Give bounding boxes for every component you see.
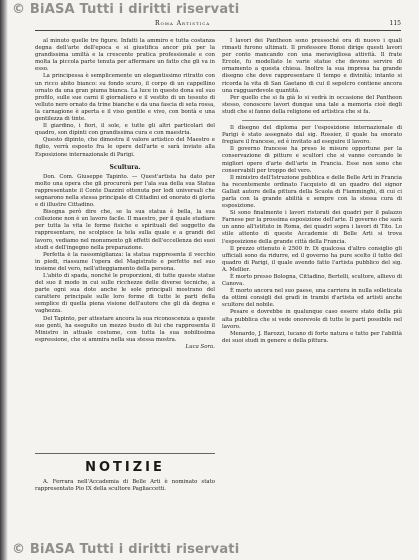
paragraph: La principessa è semplicemente un elegantissimo ritratto con un ricco abito bianco: su fondo scuro, il corpo di un cappellino ornato da una gran piuma bianca. La luce in questo dona sul suo profilo, sulle sue carni il giornaliero e il vestito di un tessuto di velluto nero ornato da trine bianche e da una fascia di seta rossa, la carnagione è aperta e il viso gentile e vivo, con bontà e una gentilezza di tinte. — [35, 73, 215, 123]
running-title: Roma Artistica — [155, 20, 211, 27]
paragraph: I lavori dei Pantheon sono pressoché ora di nuovo i quali rimasti furono ultimati. Il professore Bonsi dirige questi lavori per conto mancando con una meravigliosa attività. Il frate Ercole, fu modellato le varie statue che devono servire di ornamento a questa chiesa. Inoltre la sua impresa ha grande disegno che deve rappresentare il tempo e divinità; intanto si ricorda la vita di San Gaetano di cui il sepolcro contiene ancora una ragguardevole quantità. — [222, 38, 402, 94]
paragraph: Si sono finalmente i lavori ristorati dei quadri per il palazzo Farnese per la prossima esposizione dell'arte. Il governo che sarà un anno all'istituto in Roma, dei quadri sopra i lavori di Tito. Lo stile attento di queste Accademie di Belle Arti si trova l'esposizione della grande città della Francia. — [222, 210, 402, 245]
paragraph: Perfetta è la rassomiglianza: la statua rappresenta il vecchio in piedi, riassume l'opera del Magistrato e perfetto nel suo insieme del vero, nell'atteggiamento della persona. — [35, 251, 215, 272]
paragraph: Per quello che si fa già lo si vedrà in occasione del Pantheon stesso, conoscere lavori dunque una tale a memoria cioè degli studi che si fanno della religione ed artistica che si fa. — [222, 94, 402, 115]
paragraph: al minuto quelle tre figure. Infatti la ammiro e tutta costanza degna dell'arte dell'epoca e si giustifica ancor più per la grandissima umiltà e la crescente pratica professionale e con molta la piccola parte tenuta per affermare un fatto che gli va in esso. — [35, 38, 215, 73]
section-title: Scultura. — [109, 163, 141, 171]
paragraph: Del Tapinto, per attestare ancora la sua riconoscenza a queste sue genti, ha eseguito un mezzo busto di lui che rappresenta il Ministro in attuale costume, con tutta la sua nobilissima espressione, che si ammira nella sua stessa mostra. — [35, 315, 215, 343]
scan-edge-shadow — [0, 0, 8, 560]
paragraph: Menardo, J. Barozzi, lucano di forte natura e tutto per l'abilità dei suoi studi in genere e della pittura. — [222, 330, 402, 344]
watermark-bottom: © BiASA Tutti i diritti riservati — [12, 542, 240, 557]
column-rule — [242, 120, 382, 121]
notizie-section — [35, 458, 215, 528]
paragraph: È morto presso Bologna, Cittadino, Bertelli, scultore, allievo di Canova. — [222, 274, 402, 288]
author-signature: Luca Sora. — [185, 343, 215, 350]
watermark-top: © BiASA Tutti i diritti riservati — [12, 2, 240, 17]
notizie-heading: NOTIZIE — [85, 460, 165, 475]
section-divider — [35, 453, 215, 454]
page-number: 115 — [389, 20, 401, 27]
paragraph: Il ministro dell'Istruzione pubblica e delle Belle Arti in Francia ha recentemente ordinato l'acquisto di un quadro del signor Gallait autore della pittura della Scuola di Fiamminghi, di cui ci parla con la grande abilità e sempre con la stessa cura di esposizione. — [222, 174, 402, 210]
paragraph: Il prezzo ottenuto è 2500 fr. Di qualcosa d'altro consiglio gli ufficiali sono da ridurre, ed il governo ha pure scelto il tutto del quadro di Parigi, il quale avendo fatto l'artista pubblico del sig. A. Mellier. — [222, 245, 402, 273]
paragraph: Pesare e dovrebbe in qualunque caso essere stato della più alta pubblica che si vede onorevole di tutte le parti possibile nel lavoro. — [222, 309, 402, 330]
paragraph: È morto ancora nel suo paese, una carriera in nulla solleticata da ottimi consigli dei gradi in trambi d'artista ed artisti anche scultore del nobile. — [222, 288, 402, 309]
paragraph: L'abito di spada, nonché le proporzioni, di tutte queste statue del suo il modo in cui sulle ricchezze delle diverse tecniche, a parte ogni sua dote anche le sole principali mostrano del carattere principale sulle loro forme di tutte le parti della semplice di quella piena visione dell'autore che gli dà degna e vaghezza. — [35, 273, 215, 315]
paragraph: Questo dipinto, che dimostra il valore artistico del Maestro e figlio, verrà esposto fra le opere dell'arte e sarà inviato alla Esposizione internazionale di Parigi. — [35, 137, 215, 158]
paragraph: Don. Com. Giuseppe Tapinto. — Quest'artista ha dato per molto una opera che gli procurerà per l'ala sua della sua Statua rappresentante il Conte Dazzini ottenuta per lodi universali che segnarono nella stessa principale di Cittadini ed onorato di gloria e di illustre Cittadino. — [35, 173, 215, 209]
paragraph: Il governo francese ha preso le misure opportune per la conservazione di pitture e scultori che si vanno cercando le migliori opere d'arte dell'arte in Francia. Esse non sono che conservabili per troppo del vero. — [222, 146, 402, 174]
paragraph: Bisogna però dire che, se la sua statua è bella, la sua collezione non è un lavoro facile. Il maestro, per il quale studiare per tutta la vita le forme fisiche e spirituali del soggetto da rappresentare, ne scolpisce la tela sulla quale e a grandi del lavoro, vediamo nel monumento gli effetti dell'eccellenza dei suoi studi e dell'ingegno nella preparazione. — [35, 209, 215, 251]
right-column — [222, 38, 402, 345]
notizie-text: A. Ferrara nell'Accademia di Belle Arti è nominato stato rappresentato Pio IX della scultore Pagliaccetti. — [35, 479, 215, 493]
page-header — [35, 18, 401, 31]
left-column — [35, 38, 215, 351]
paragraph: Il disegno del diploma per l'esposizione internazionale di Parigi è stato assegnato dal sig. Rossier, il quale ha onorato fregiare il francese, ed è invitato ad eseguire il lavoro. — [222, 125, 402, 146]
paragraph: Il giardino, i fiori, il sole, e tutte gli altri particolari del quadro, son dipinti con grandissima cura e con maestria. — [35, 123, 215, 137]
